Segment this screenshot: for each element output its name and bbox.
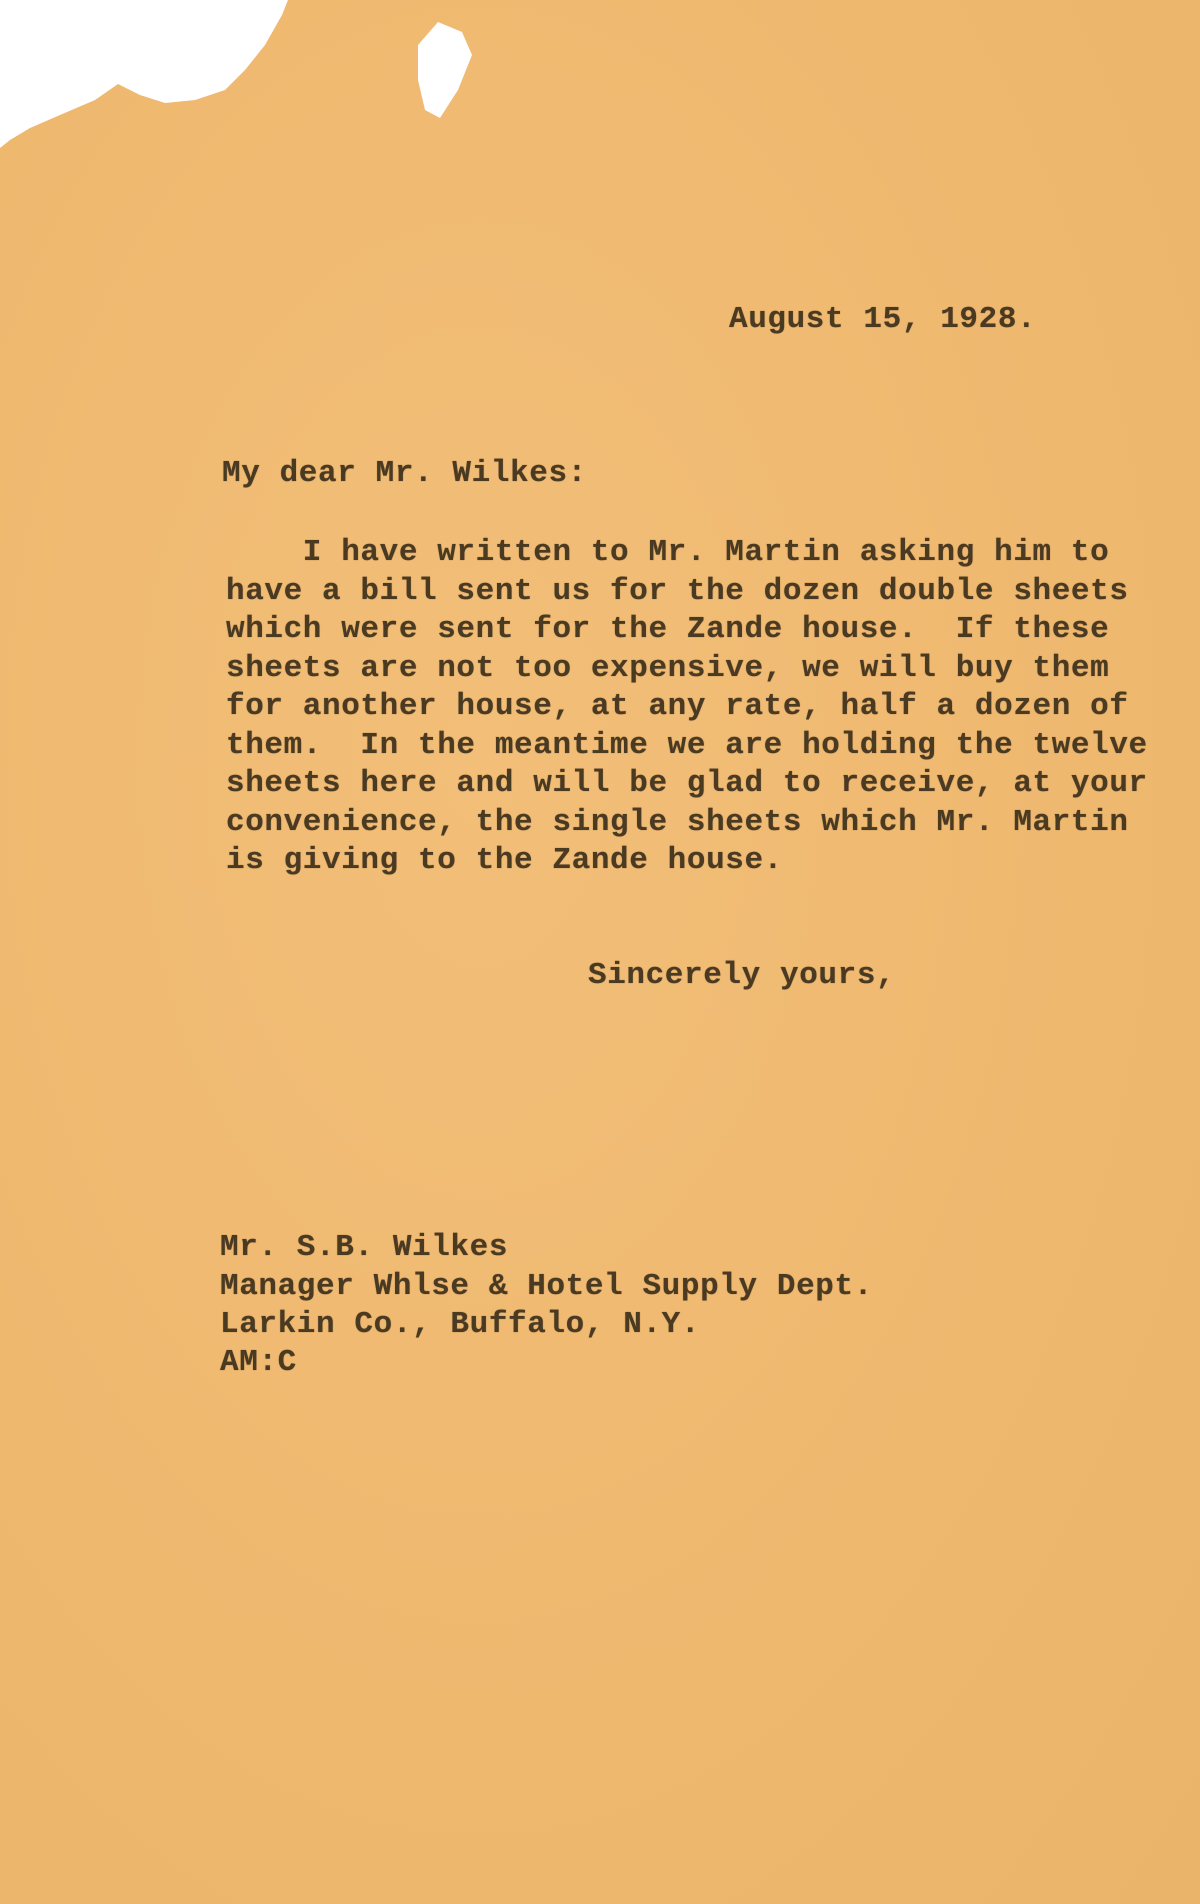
torn-corner	[0, 0, 1200, 200]
body-line: which were sent for the Zande house. If these	[226, 612, 1110, 647]
body-line: have a bill sent us for the dozen double sheets	[226, 574, 1129, 609]
salutation: My dear Mr. Wilkes:	[222, 456, 587, 491]
body-line: sheets are not too expensive, we will buy them	[226, 651, 1110, 686]
reference-initials: AM:C	[220, 1345, 297, 1380]
address-line: Manager Whlse & Hotel Supply Dept.	[220, 1269, 873, 1304]
body-line: convenience, the single sheets which Mr. Martin	[226, 805, 1129, 840]
address-line: Larkin Co., Buffalo, N.Y.	[220, 1307, 701, 1342]
body-line: for another house, at any rate, half a dozen of	[226, 689, 1129, 724]
body-line: I have written to Mr. Martin asking him to	[226, 535, 1110, 570]
body-line: sheets here and will be glad to receive, at your	[226, 766, 1148, 801]
address-line: Mr. S.B. Wilkes	[220, 1230, 509, 1265]
body-line: them. In the meantime we are holding the twelve	[226, 728, 1148, 763]
closing: Sincerely yours,	[588, 958, 896, 993]
body-line: is giving to the Zande house.	[226, 843, 783, 878]
letter-date: August 15, 1928.	[729, 302, 1037, 337]
